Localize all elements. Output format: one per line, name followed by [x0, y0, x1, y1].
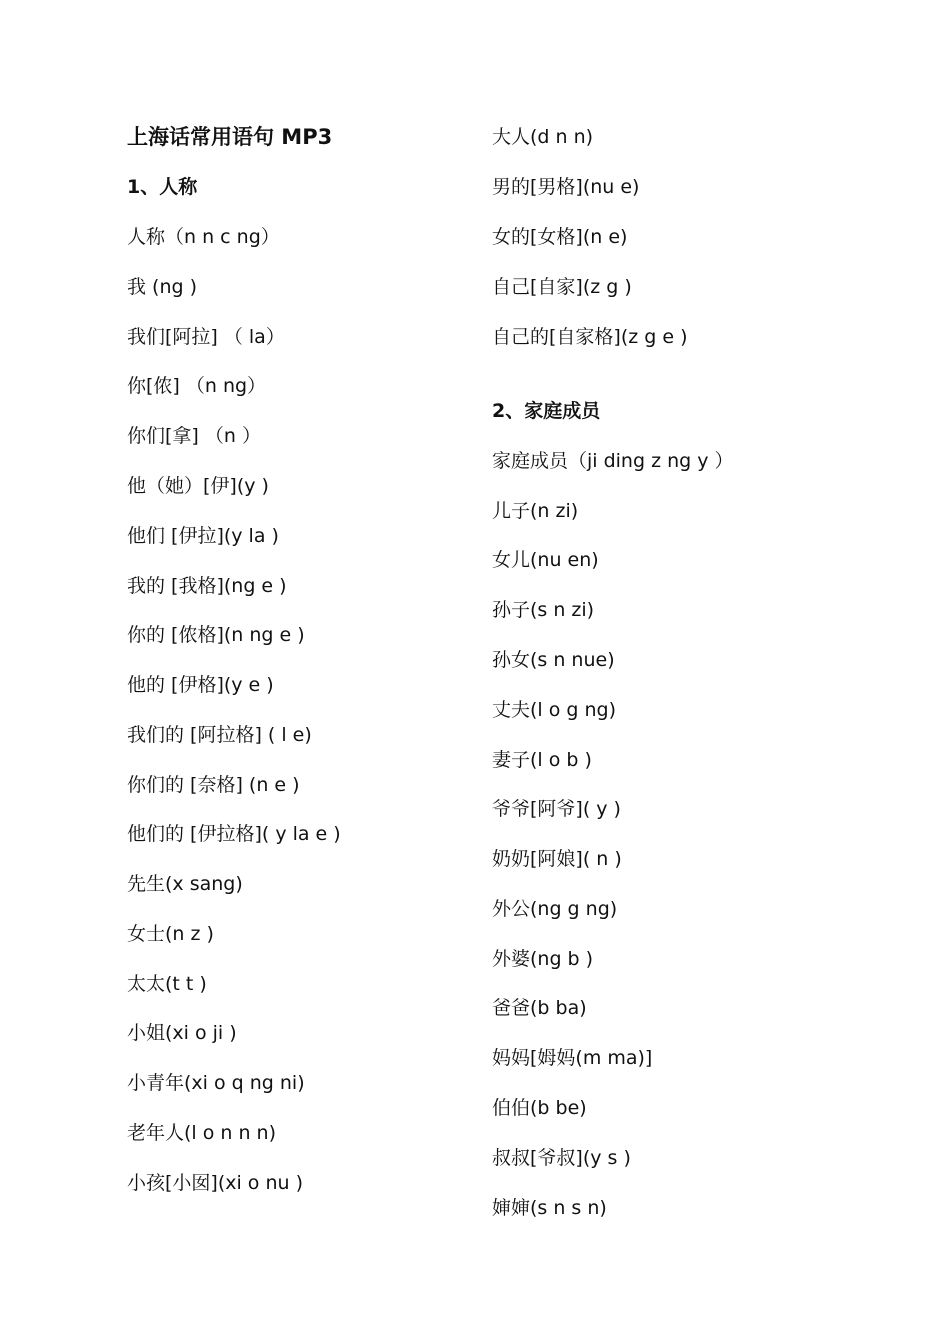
- list-item: 人称（n n c ng）: [127, 226, 280, 248]
- section-heading-persons: 1、人称: [127, 176, 198, 198]
- list-item: 你[侬] （n ng）: [127, 375, 267, 397]
- list-item: 他们的 [伊拉格]( y la e ): [127, 823, 341, 845]
- list-item: 孙女(s n nue): [492, 649, 615, 671]
- list-item: 你们的 [奈格] (n e ): [127, 774, 300, 796]
- list-item: 女的[女格](n e): [492, 226, 628, 248]
- list-item: 他们 [伊拉](y la ): [127, 525, 279, 547]
- list-item: 丈夫(l o g ng): [492, 699, 617, 721]
- list-item: 我的 [我格](ng e ): [127, 575, 287, 597]
- list-item: 我们[阿拉] （ la）: [127, 326, 285, 348]
- list-item: 大人(d n n): [492, 126, 594, 148]
- list-item: 女儿(nu en): [492, 549, 599, 571]
- list-item: 小姐(xi o ji ): [127, 1022, 237, 1044]
- list-item: 外婆(ng b ): [492, 948, 594, 970]
- list-item: 我 (ng ): [127, 276, 198, 298]
- list-item: 伯伯(b be): [492, 1097, 587, 1119]
- list-item: 他（她）[伊](y ): [127, 475, 269, 497]
- list-item: 孙子(s n zi): [492, 599, 595, 621]
- list-item: 爸爸(b ba): [492, 997, 587, 1019]
- list-item: 他的 [伊格](y e ): [127, 674, 274, 696]
- list-item: 你们[拿] （n ）: [127, 425, 261, 447]
- list-item: 小青年(xi o q ng ni): [127, 1072, 305, 1094]
- list-item: 我们的 [阿拉格] ( l e): [127, 724, 312, 746]
- list-item: 奶奶[阿娘]( n ): [492, 848, 622, 870]
- list-item: 叔叔[爷叔](y s ): [492, 1147, 631, 1169]
- list-item: 妻子(l o b ): [492, 749, 592, 771]
- list-item: 自己的[自家格](z g e ): [492, 326, 688, 348]
- list-item: 女士(n z ): [127, 923, 214, 945]
- list-item: 婶婶(s n s n): [492, 1197, 607, 1219]
- list-item: 爷爷[阿爷]( y ): [492, 798, 621, 820]
- list-item: 妈妈[姆妈(m ma)]: [492, 1047, 653, 1069]
- list-item: 先生(x sang): [127, 873, 243, 895]
- list-item: 外公(ng g ng): [492, 898, 618, 920]
- list-item: 儿子(n zi): [492, 500, 579, 522]
- list-item: 自己[自家](z g ): [492, 276, 632, 298]
- list-item: 男的[男格](nu e): [492, 176, 640, 198]
- list-item: 你的 [侬格](n ng e ): [127, 624, 305, 646]
- section-heading-family: 2、家庭成员: [492, 400, 601, 422]
- list-item: 太太(t t ): [127, 973, 207, 995]
- list-item: 老年人(l o n n n): [127, 1122, 277, 1144]
- document-title: 上海话常用语句 MP3: [127, 125, 333, 149]
- list-item: 家庭成员（ji ding z ng y ）: [492, 450, 734, 472]
- list-item: 小孩[小囡](xi o nu ): [127, 1172, 304, 1194]
